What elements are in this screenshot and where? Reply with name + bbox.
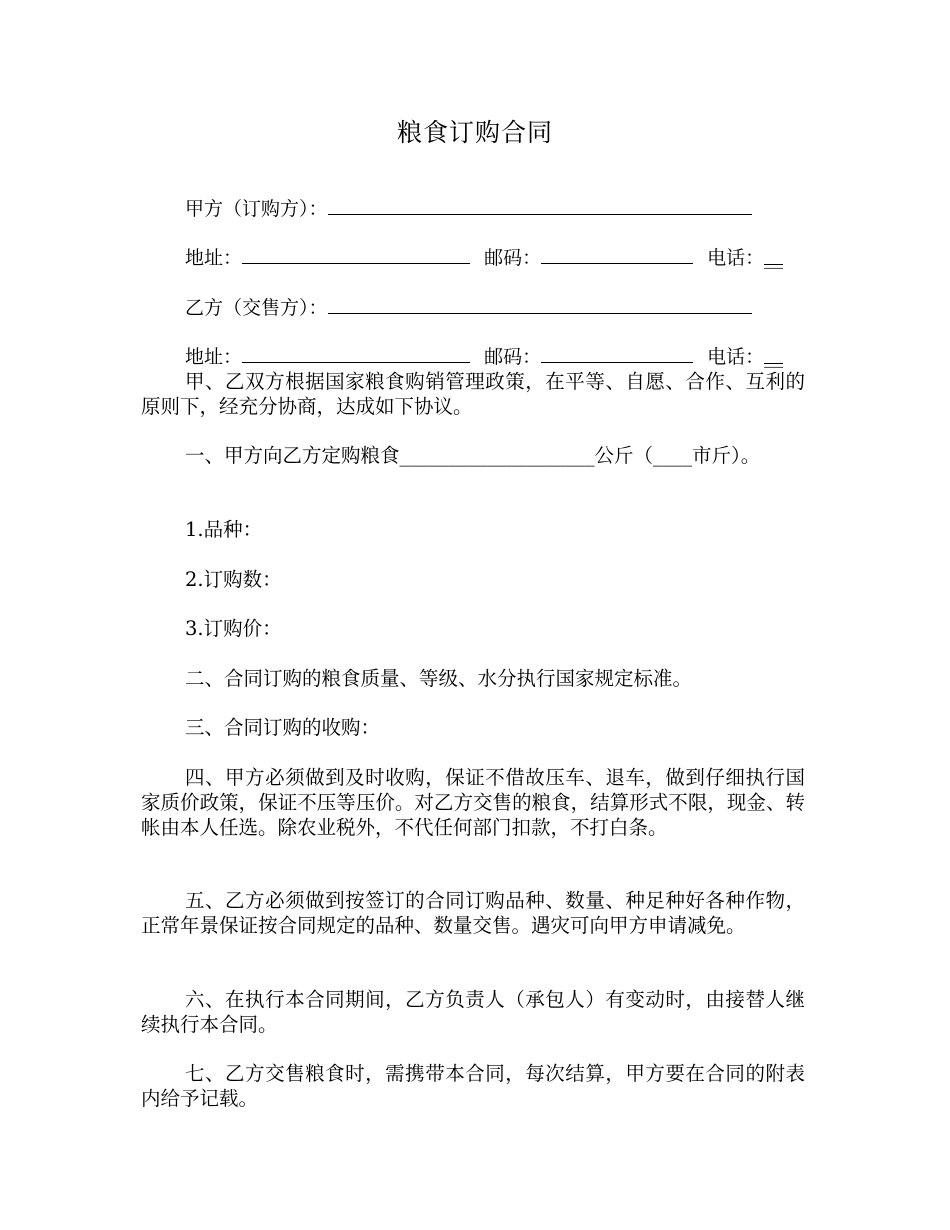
party-b-postcode-label: 邮码： (484, 346, 542, 368)
party-a-label: 甲方（订购方）： (185, 198, 328, 220)
item-variety: 1.品种： (185, 518, 263, 541)
party-a-phone-field[interactable]: __ (764, 247, 784, 269)
party-a-postcode-field[interactable] (541, 245, 693, 264)
party-a-line (185, 196, 752, 221)
party-a-address-field[interactable] (242, 245, 470, 264)
party-b-phone-field[interactable]: __ (764, 346, 784, 368)
clause-1-suffix: 市斤）。 (692, 444, 761, 467)
party-b-address-label: 地址： (185, 346, 243, 368)
clause-1-blank-jin[interactable]: ____ (653, 444, 693, 467)
party-a-phone-label: 电话： (707, 247, 765, 269)
clause-5: 五、乙方必须做到按签订的合同订购品种、数量、种足种好各种作物，正常年景保证按合同规定的品种、数量交售。遇灾可向甲方申请减免。 (141, 889, 805, 937)
clause-2: 二、合同订购的粮食质量、等级、水分执行国家规定标准。 (185, 667, 693, 690)
party-a-name-field[interactable] (328, 196, 752, 215)
clause-1-blank-kg[interactable]: ____________________ (399, 444, 595, 467)
party-a-address-label: 地址： (185, 247, 243, 269)
clause-7: 七、乙方交售粮食时，需携带本合同，每次结算，甲方要在合同的附表内给予记载。 (141, 1062, 805, 1110)
document-title: 粮食订购合同 (396, 118, 553, 147)
party-a-contact-line (185, 245, 783, 270)
intro-paragraph: 甲、乙双方根据国家粮食购销管理政策，在平等、自愿、合作、互利的原则下，经充分协商，达成如下协议。 (141, 370, 805, 418)
party-a-postcode-label: 邮码： (484, 247, 542, 269)
party-b-line (185, 295, 752, 320)
clause-1-prefix: 一、甲方向乙方定购粮食 (185, 444, 400, 467)
clause-4: 四、甲方必须做到及时收购，保证不借故压车、退车，做到仔细执行国家质价政策，保证不压等压价。对乙方交售的粮食，结算形式不限，现金、转帐由本人任选。除农业税外，不代任何部门扣款，不打白条。 (141, 766, 805, 839)
party-b-contact-line (185, 344, 783, 369)
clause-1-middle: 公斤（ (594, 444, 654, 467)
party-b-phone-label: 电话： (707, 346, 765, 368)
item-quantity: 2.订购数： (185, 568, 282, 591)
party-b-address-field[interactable] (242, 344, 470, 363)
clause-3: 三、合同订购的收购： (185, 716, 381, 739)
clause-6: 六、在执行本合同期间，乙方负责人（承包人）有变动时，由接替人继续执行本合同。 (141, 988, 805, 1036)
party-b-label: 乙方（交售方）： (185, 297, 328, 319)
party-b-postcode-field[interactable] (541, 344, 693, 363)
item-price: 3.订购价： (185, 617, 282, 640)
clause-1 (141, 443, 805, 468)
party-b-name-field[interactable] (328, 295, 752, 314)
